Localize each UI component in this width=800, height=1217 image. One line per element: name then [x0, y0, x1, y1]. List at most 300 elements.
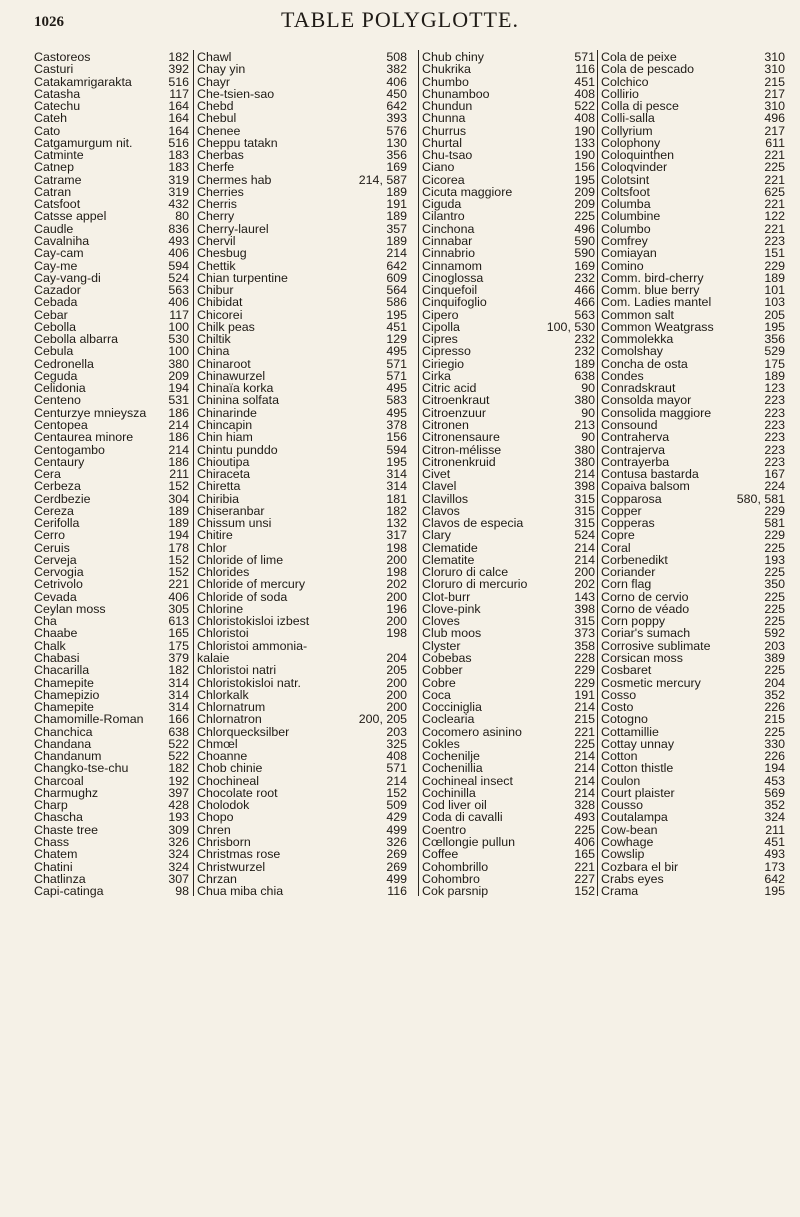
entry-page-ref: 192 [168, 773, 189, 788]
index-entry [194, 626, 409, 641]
index-entry [598, 418, 787, 430]
entry-page-ref: 196 [386, 601, 407, 616]
entry-term: Cherris [197, 197, 237, 212]
entry-page-ref: 200 [386, 675, 407, 690]
index-entry [598, 209, 787, 224]
entry-term: Corbenedikt [601, 552, 668, 567]
index-entry [34, 602, 191, 614]
entry-page-ref: 314 [386, 479, 407, 494]
entry-page-ref: 164 [168, 111, 189, 126]
entry-page-ref: 524 [574, 528, 595, 543]
entry-page-ref: 229 [574, 663, 595, 678]
index-entry [194, 173, 409, 185]
entry-page-ref: 189 [764, 270, 785, 285]
entry-page-ref: 152 [168, 565, 189, 580]
entry-page-ref: 625 [764, 184, 785, 199]
entry-term: Chinina solfata [197, 393, 279, 408]
index-entry [598, 577, 787, 592]
entry-page-ref: 132 [386, 516, 407, 531]
index-entry [34, 271, 191, 283]
index-entry [598, 504, 787, 516]
entry-page-ref: 576 [386, 123, 407, 138]
index-entry [34, 528, 191, 543]
entry-term: Chrisborn [197, 835, 251, 849]
entry-page-ref: 190 [574, 123, 595, 138]
index-entry [598, 271, 787, 283]
entry-term: Chlornatron [197, 712, 262, 727]
entry-term: Chandana [34, 736, 92, 751]
index-entry [194, 369, 409, 381]
entry-page-ref: 151 [764, 246, 785, 261]
entry-page-ref: 324 [764, 810, 785, 825]
index-entry [34, 87, 191, 99]
index-entry [419, 590, 597, 602]
entry-page-ref: 356 [764, 332, 785, 347]
entry-page-ref: 200 [386, 700, 407, 715]
index-entry [34, 737, 191, 749]
index-entry [419, 197, 597, 212]
entry-term: Caudle [34, 221, 74, 236]
entry-page-ref: 522 [168, 736, 189, 751]
index-entry [598, 774, 787, 786]
entry-page-ref: 406 [168, 246, 189, 261]
index-entry [194, 786, 409, 798]
entry-term: Coulon [601, 773, 641, 788]
entry-page-ref: 211 [765, 822, 785, 837]
index-entry [598, 835, 787, 847]
entry-page-ref: 516 [168, 135, 189, 150]
entry-term: Charmughz [34, 785, 99, 800]
index-entry [598, 111, 787, 126]
entry-page-ref: 186 [168, 430, 189, 445]
entry-term: Cocomero asinino [422, 724, 522, 739]
index-entry [194, 737, 409, 749]
index-entry [34, 75, 191, 87]
entry-page-ref: 195 [764, 319, 785, 334]
index-entry [34, 626, 191, 641]
entry-term: Chloride of soda [197, 589, 288, 604]
index-entry [194, 516, 409, 531]
entry-page-ref: 380 [574, 454, 595, 469]
entry-term: Clavos de especia [422, 516, 524, 531]
entry-term: Chumbo [422, 74, 469, 89]
index-entry [419, 173, 597, 185]
entry-term: Chrzan [197, 871, 237, 886]
entry-term: Catminte [34, 148, 84, 163]
index-entry [34, 430, 191, 445]
entry-term: Clot-burr [422, 589, 471, 604]
entry-page-ref: 581 [764, 516, 785, 531]
index-entry [194, 774, 409, 786]
index-entry [34, 381, 191, 396]
index-entry [194, 577, 409, 592]
entry-page-ref: 189 [168, 516, 189, 531]
entry-term: Cousso [601, 798, 644, 813]
entry-page-ref: 429 [386, 810, 407, 825]
index-entry [194, 528, 409, 543]
entry-page-ref: 319 [168, 172, 189, 187]
entry-page-ref: 152 [168, 552, 189, 567]
index-entry [419, 87, 597, 99]
index-entry [194, 148, 409, 163]
entry-term: Coral [601, 540, 631, 555]
entry-page-ref: 190 [574, 148, 595, 163]
index-entry [194, 590, 409, 602]
entry-term: Cherfe [197, 160, 235, 175]
entry-term: Cera [34, 467, 61, 482]
index-entry [34, 197, 191, 212]
index-entry [34, 332, 191, 347]
entry-term: Chin hiam [197, 430, 253, 445]
index-entry [419, 430, 597, 445]
entry-term: Chamepite [34, 675, 94, 690]
entry-page-ref: 613 [168, 614, 189, 629]
entry-term: Chob chinie [197, 761, 263, 776]
entry-page-ref: 178 [168, 540, 189, 555]
index-entry [419, 369, 597, 381]
index-entry [598, 528, 787, 543]
entry-page-ref: 214 [168, 442, 189, 457]
index-entry [419, 651, 597, 666]
index-column-4 [597, 50, 787, 899]
entry-term: Cobber [422, 663, 463, 678]
entry-term: Clematite [422, 552, 475, 567]
entry-term: Conradskraut [601, 381, 676, 396]
entry-page-ref: 152 [574, 884, 595, 899]
entry-term: Chian turpentine [197, 270, 288, 285]
index-entry [34, 700, 191, 715]
index-entry [194, 663, 409, 678]
entry-term: Chaabe [34, 626, 78, 641]
index-entry [34, 688, 191, 700]
entry-term: Cebula [34, 344, 74, 359]
index-entry [34, 136, 191, 148]
entry-term: Chass [34, 835, 70, 849]
index-entry [194, 209, 409, 224]
entry-term: Cevada [34, 589, 77, 604]
entry-page-ref: 326 [168, 835, 189, 849]
entry-term: Cerveja [34, 552, 77, 567]
entry-page-ref: 122 [764, 209, 785, 224]
index-entry [194, 75, 409, 87]
entry-page-ref: 836 [168, 221, 189, 236]
index-entry [194, 136, 409, 148]
entry-page-ref: 586 [386, 295, 407, 310]
index-entry [194, 602, 409, 614]
index-entry [598, 344, 787, 359]
index-entry [194, 62, 409, 77]
entry-term: Com. Ladies mantel [601, 295, 712, 310]
entry-term: Cloruro di mercurio [422, 577, 528, 592]
entry-page-ref: 175 [764, 356, 785, 371]
entry-page-ref: 182 [168, 761, 189, 776]
entry-term: Chlorkalk [197, 687, 249, 702]
index-entry [419, 148, 597, 163]
entry-term: Chlor [197, 540, 227, 555]
index-entry [194, 87, 409, 99]
index-entry [419, 136, 597, 148]
entry-page-ref: 317 [386, 528, 407, 543]
entry-term: Citron-mélisse [422, 442, 502, 457]
entry-page-ref: 202 [386, 577, 407, 592]
entry-page-ref: 214 [574, 785, 595, 800]
entry-page-ref: 193 [764, 552, 785, 567]
index-entry [419, 209, 597, 224]
index-entry [419, 467, 597, 482]
entry-page-ref: 217 [764, 86, 785, 101]
index-entry [194, 259, 409, 271]
entry-page-ref: 164 [168, 99, 189, 114]
index-entry [194, 344, 409, 359]
entry-page-ref: 209 [574, 197, 595, 212]
index-columns [34, 50, 788, 950]
index-entry [419, 357, 597, 369]
entry-page-ref: 186 [168, 405, 189, 420]
entry-term: Consolida maggiore [601, 405, 712, 420]
entry-page-ref: 309 [168, 822, 189, 837]
entry-page-ref: 194 [168, 528, 189, 543]
index-entry [598, 369, 787, 381]
entry-term: Coriar's sumach [601, 626, 691, 641]
entry-term: Chiretta [197, 479, 241, 494]
entry-term: Chiribia [197, 491, 240, 506]
entry-page-ref: 310 [764, 99, 785, 114]
entry-page-ref: 165 [168, 626, 189, 641]
entry-term: Catechu [34, 99, 81, 114]
entry-page-ref: 315 [574, 614, 595, 629]
index-entry [419, 75, 597, 87]
entry-term: Catsse appel [34, 209, 107, 224]
entry-page-ref: 198 [386, 565, 407, 580]
entry-page-ref: 330 [764, 736, 785, 751]
entry-page-ref: 117 [169, 86, 189, 101]
index-entry [598, 492, 787, 504]
index-entry [194, 565, 409, 580]
index-entry [34, 835, 191, 847]
entry-page-ref: 90 [581, 430, 595, 445]
entry-page-ref: 304 [168, 491, 189, 506]
entry-page-ref: 195 [386, 307, 407, 322]
index-entry [34, 50, 191, 62]
entry-page-ref: 214 [574, 773, 595, 788]
entry-term: Cochenilje [422, 749, 480, 764]
entry-page-ref: 314 [168, 675, 189, 690]
entry-page-ref: 493 [574, 810, 595, 825]
entry-term: Cherbas [197, 148, 244, 163]
index-entry [598, 847, 787, 862]
entry-term: Cipresso [422, 344, 471, 359]
entry-term: Chettik [197, 258, 236, 273]
index-entry [34, 712, 191, 727]
entry-page-ref: 221 [764, 148, 785, 163]
entry-page-ref: 200 [386, 589, 407, 604]
entry-page-ref: 406 [574, 835, 595, 849]
index-entry [194, 160, 409, 175]
entry-term: Cinoglossa [422, 270, 484, 285]
entry-page-ref: 209 [168, 368, 189, 383]
entry-page-ref: 215 [764, 74, 785, 89]
entry-page-ref: 221 [574, 859, 595, 874]
index-entry [419, 222, 597, 234]
index-entry [34, 516, 191, 531]
entry-page-ref: 324 [168, 847, 189, 862]
entry-term: Cilantro [422, 209, 465, 224]
index-entry [34, 160, 191, 175]
entry-term: China [197, 344, 230, 359]
index-entry [194, 639, 409, 651]
index-entry [34, 823, 191, 835]
entry-page-ref: 200 [386, 614, 407, 629]
index-entry [194, 541, 409, 553]
entry-page-ref: 642 [386, 99, 407, 114]
entry-term: Citroenkraut [422, 393, 490, 408]
index-entry [419, 737, 597, 749]
entry-page-ref: 466 [574, 295, 595, 310]
entry-page-ref: 169 [574, 258, 595, 273]
index-entry [419, 295, 597, 310]
entry-term: Cocciniglia [422, 700, 482, 715]
entry-term: Coca [422, 687, 451, 702]
entry-page-ref: 129 [386, 332, 407, 347]
entry-term: Chinarinde [197, 405, 257, 420]
index-entry [194, 393, 409, 408]
index-entry [194, 430, 409, 445]
entry-page-ref: 200 [386, 687, 407, 702]
entry-page-ref: 203 [386, 724, 407, 739]
entry-term: Churtal [422, 135, 462, 150]
entry-term: Commolekka [601, 332, 674, 347]
entry-page-ref: 571 [574, 50, 595, 64]
entry-term: Contusa bastarda [601, 467, 699, 482]
page-header [0, 4, 800, 34]
entry-page-ref: 564 [386, 283, 407, 298]
index-entry [598, 62, 787, 77]
index-entry [419, 810, 597, 825]
index-entry [34, 810, 191, 825]
index-entry [419, 614, 597, 629]
index-entry [598, 320, 787, 332]
entry-term: Cozbara el bir [601, 859, 679, 874]
index-entry [194, 222, 409, 234]
index-entry [419, 332, 597, 347]
entry-term: Contraherva [601, 430, 670, 445]
entry-term: Capi-catinga [34, 884, 104, 899]
entry-page-ref: 209 [574, 184, 595, 199]
index-entry [419, 516, 597, 531]
index-entry [419, 418, 597, 430]
entry-term: Common Weatgrass [601, 319, 714, 334]
index-entry [419, 725, 597, 737]
entry-term: Cetrivolo [34, 577, 83, 592]
entry-term: Consolda mayor [601, 393, 692, 408]
entry-page-ref: 90 [581, 405, 595, 420]
index-entry [194, 320, 409, 332]
entry-term: Court plaister [601, 785, 675, 800]
entry-term: Ceylan moss [34, 601, 106, 616]
index-entry [194, 725, 409, 737]
index-entry [419, 479, 597, 494]
entry-page-ref: 226 [764, 700, 785, 715]
entry-page-ref: 189 [574, 356, 595, 371]
entry-page-ref: 451 [574, 74, 595, 89]
index-entry [34, 872, 191, 884]
index-entry [34, 479, 191, 494]
entry-term: Cato [34, 123, 61, 138]
entry-term: Chloristoi ammonia- [197, 638, 308, 653]
entry-page-ref: 583 [386, 393, 407, 408]
entry-page-ref: 496 [764, 111, 785, 126]
entry-page-ref: 314 [386, 467, 407, 482]
entry-page-ref: 225 [764, 601, 785, 616]
entry-page-ref: 221 [168, 577, 189, 592]
entry-term: Chermes hab [197, 172, 272, 187]
entry-term: Cerifolla [34, 516, 80, 531]
index-entry [598, 614, 787, 629]
entry-page-ref: 221 [574, 724, 595, 739]
entry-term: Copper [601, 503, 642, 518]
entry-term: Ciano [422, 160, 455, 175]
index-entry [194, 872, 409, 884]
entry-term: Cloruro di calce [422, 565, 509, 580]
entry-term: Coloquinthen [601, 148, 675, 163]
entry-term: Chocolate root [197, 785, 278, 800]
index-entry [419, 492, 597, 504]
entry-term: Churrus [422, 123, 467, 138]
index-entry [194, 688, 409, 700]
entry-term: Chicorei [197, 307, 243, 322]
index-entry [194, 357, 409, 369]
entry-term: Chamepizio [34, 687, 100, 702]
index-entry [598, 332, 787, 347]
index-entry [598, 725, 787, 737]
entry-page-ref: 80 [175, 209, 189, 224]
entry-term: Comm. bird-cherry [601, 270, 704, 285]
entry-page-ref: 408 [574, 86, 595, 101]
index-entry [419, 676, 597, 688]
entry-page-ref: 529 [764, 344, 785, 359]
index-entry [419, 381, 597, 396]
entry-term: Corsican moss [601, 651, 683, 666]
index-entry [34, 577, 191, 592]
entry-page-ref: 571 [386, 356, 407, 371]
entry-page-ref: 98 [175, 884, 189, 899]
index-entry [598, 295, 787, 310]
entry-term: Catgamurgum nit. [34, 135, 133, 150]
index-entry [419, 700, 597, 715]
entry-page-ref: 356 [386, 148, 407, 163]
entry-term: Corrosive sublimate [601, 638, 711, 653]
entry-page-ref: 378 [386, 417, 407, 432]
entry-page-ref: 638 [168, 724, 189, 739]
index-entry [194, 271, 409, 283]
index-entry [194, 308, 409, 320]
entry-term: Chlorquecksilber [197, 724, 290, 739]
index-entry [194, 700, 409, 715]
index-entry [419, 234, 597, 246]
entry-page-ref: 195 [386, 454, 407, 469]
entry-term: Cinnamom [422, 258, 482, 273]
entry-page-ref: 642 [764, 871, 785, 886]
index-entry [419, 749, 597, 764]
entry-term: Chinaïa korka [197, 381, 274, 396]
entry-term: Chinawurzel [197, 368, 266, 383]
index-entry [598, 737, 787, 749]
entry-term: Cinquefoil [422, 283, 478, 298]
entry-term: Costo [601, 700, 634, 715]
entry-term: Chunamboo [422, 86, 490, 101]
entry-page-ref: 522 [168, 749, 189, 764]
entry-term: Columba [601, 197, 651, 212]
